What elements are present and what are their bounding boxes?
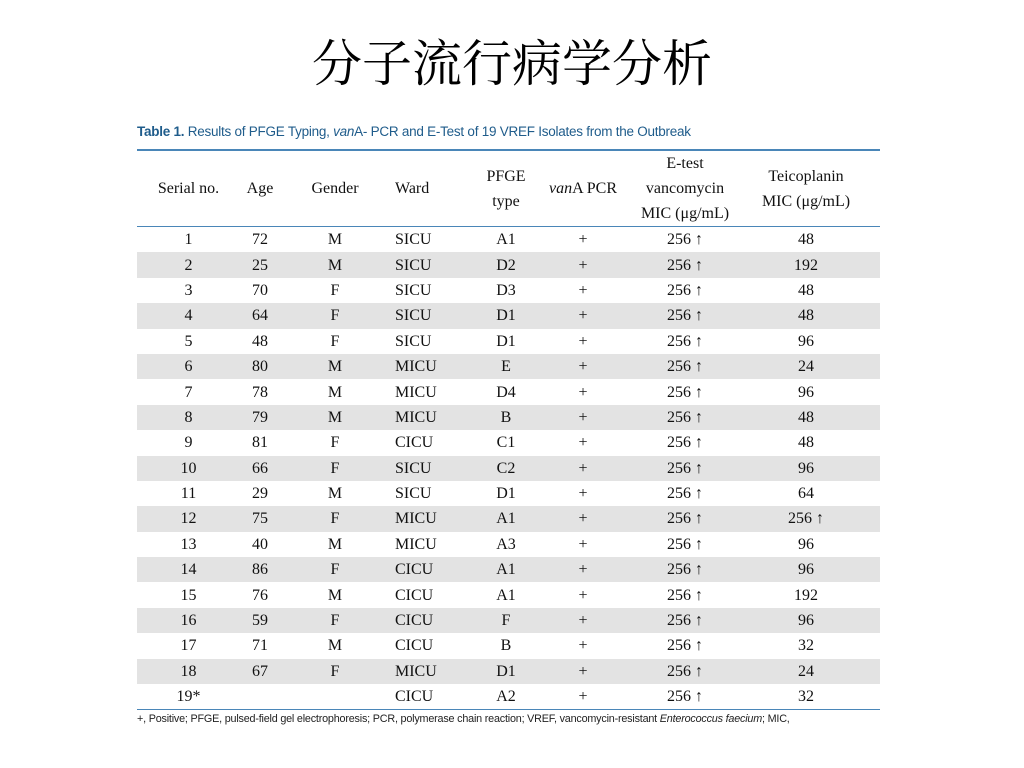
table-row xyxy=(137,405,880,430)
footnote-text-after: ; MIC, xyxy=(762,713,790,725)
cell-ward: MICU xyxy=(395,383,437,401)
cell-pfge: D1 xyxy=(496,485,516,503)
cell-serial: 14 xyxy=(137,557,240,582)
table-row xyxy=(137,227,880,253)
cell-serial: 1 xyxy=(184,231,193,249)
table-row xyxy=(137,354,880,379)
cell-serial: 12 xyxy=(137,506,240,531)
col-header-age: Age xyxy=(246,180,274,197)
cell-age: 80 xyxy=(240,354,280,379)
cell-etest: 256 ↑ xyxy=(667,383,703,401)
cell-teic: 32 xyxy=(798,688,814,706)
cell-ward: CICU xyxy=(395,637,434,655)
caption-label: Table 1. xyxy=(137,124,185,139)
slide-title: 分子流行病学分析 xyxy=(312,35,712,93)
cell-vana: + xyxy=(544,608,622,633)
cell-gender: M xyxy=(280,252,390,277)
cell-etest: 256 ↑ xyxy=(622,405,748,430)
cell-gender: M xyxy=(327,485,343,503)
cell-serial: 19* xyxy=(176,688,201,706)
cell-teic: 48 xyxy=(798,434,814,452)
cell-pfge: D4 xyxy=(496,383,516,401)
cell-teic: 96 xyxy=(748,456,880,481)
cell-age: 76 xyxy=(252,586,268,604)
cell-ward: SICU xyxy=(395,332,432,350)
cell-ward: SICU xyxy=(395,231,432,249)
cell-age: 75 xyxy=(240,506,280,531)
cell-gender: F xyxy=(330,434,340,452)
table-row xyxy=(137,303,880,328)
cell-etest: 256 ↑ xyxy=(667,434,703,452)
cell-pfge: D1 xyxy=(496,332,516,350)
table-row xyxy=(137,379,880,404)
cell-etest: 256 ↑ xyxy=(667,535,703,553)
cell-ward: MICU xyxy=(395,535,437,553)
cell-age: 64 xyxy=(240,303,280,328)
cell-age: 67 xyxy=(240,659,280,684)
cell-age: 25 xyxy=(240,252,280,277)
cell-gender: F xyxy=(280,506,390,531)
cell-vana: + xyxy=(578,586,588,604)
table-row xyxy=(137,608,880,633)
cell-etest: 256 ↑ xyxy=(622,303,748,328)
cell-etest: 256 ↑ xyxy=(622,354,748,379)
cell-vana: + xyxy=(578,688,588,706)
cell-pfge: A2 xyxy=(496,688,516,706)
cell-serial: 4 xyxy=(137,303,240,328)
cell-serial: 18 xyxy=(137,659,240,684)
cell-vana: + xyxy=(578,383,588,401)
results-table xyxy=(137,149,880,710)
cell-teic: 96 xyxy=(748,608,880,633)
cell-serial: 9 xyxy=(184,434,193,452)
cell-gender xyxy=(280,684,390,710)
cell-age xyxy=(240,684,280,710)
cell-vana: + xyxy=(578,434,588,452)
cell-etest: 256 ↑ xyxy=(667,637,703,655)
cell-etest: 256 ↑ xyxy=(667,281,703,299)
cell-age: 70 xyxy=(252,281,268,299)
cell-vana: + xyxy=(578,535,588,553)
cell-vana: + xyxy=(544,405,622,430)
cell-ward: CICU xyxy=(390,557,468,582)
caption-text-before: Results of PFGE Typing, xyxy=(184,124,334,139)
cell-age: 71 xyxy=(252,637,268,655)
cell-serial: 15 xyxy=(180,586,197,604)
cell-vana: + xyxy=(578,332,588,350)
cell-pfge: A3 xyxy=(496,535,516,553)
cell-pfge: D3 xyxy=(496,281,516,299)
cell-age: 29 xyxy=(252,485,268,503)
cell-ward: MICU xyxy=(390,659,468,684)
cell-ward: MICU xyxy=(390,506,468,531)
cell-age: 40 xyxy=(252,535,268,553)
caption-italic: van xyxy=(333,124,355,139)
cell-etest: 256 ↑ xyxy=(622,659,748,684)
cell-teic: 96 xyxy=(748,557,880,582)
cell-teic: 32 xyxy=(798,637,814,655)
cell-etest: 256 ↑ xyxy=(667,586,703,604)
cell-vana: + xyxy=(578,231,588,249)
cell-vana: + xyxy=(544,303,622,328)
cell-serial: 7 xyxy=(184,383,193,401)
caption-text-after: A- PCR and E-Test of 19 VREF Isolates from the Outbreak xyxy=(354,124,691,139)
cell-age: 48 xyxy=(252,332,268,350)
footnote-text-before: +, Positive; PFGE, pulsed-field gel electrophoresis; PCR, polymerase chain reaction; VREF, vancomycin-resistant xyxy=(137,713,660,725)
cell-etest: 256 ↑ xyxy=(667,688,703,706)
cell-age: 59 xyxy=(240,608,280,633)
cell-gender: F xyxy=(280,303,390,328)
cell-gender: M xyxy=(280,354,390,379)
cell-vana: + xyxy=(544,506,622,531)
cell-ward: SICU xyxy=(390,456,468,481)
cell-teic: 24 xyxy=(748,354,880,379)
cell-ward: CICU xyxy=(395,688,434,706)
table-row xyxy=(137,532,880,557)
cell-etest: 256 ↑ xyxy=(622,252,748,277)
cell-age: 78 xyxy=(252,383,268,401)
cell-serial: 8 xyxy=(137,405,240,430)
cell-gender: F xyxy=(280,456,390,481)
cell-vana: + xyxy=(544,456,622,481)
table-row xyxy=(137,633,880,658)
cell-age: 81 xyxy=(252,434,268,452)
cell-gender: M xyxy=(327,383,343,401)
cell-teic: 96 xyxy=(798,383,814,401)
cell-age: 66 xyxy=(240,456,280,481)
col-header-gender: Gender xyxy=(311,180,359,197)
cell-etest: 256 ↑ xyxy=(622,557,748,582)
cell-pfge: D1 xyxy=(468,659,544,684)
cell-etest: 256 ↑ xyxy=(622,608,748,633)
cell-teic: 96 xyxy=(798,332,814,350)
table-row xyxy=(137,557,880,582)
table-row xyxy=(137,456,880,481)
cell-ward: SICU xyxy=(395,485,432,503)
table-row xyxy=(137,582,880,607)
cell-ward: SICU xyxy=(390,252,468,277)
cell-serial: 10 xyxy=(137,456,240,481)
cell-teic: 96 xyxy=(798,535,814,553)
cell-ward: SICU xyxy=(390,303,468,328)
cell-etest: 256 ↑ xyxy=(622,506,748,531)
cell-gender: F xyxy=(280,659,390,684)
cell-teic: 192 xyxy=(748,252,880,277)
cell-serial: 13 xyxy=(180,535,197,553)
cell-serial: 5 xyxy=(184,332,193,350)
table-row xyxy=(137,278,880,303)
table-row xyxy=(137,252,880,277)
cell-gender: M xyxy=(327,231,343,249)
cell-etest: 256 ↑ xyxy=(622,456,748,481)
cell-age: 86 xyxy=(240,557,280,582)
cell-ward: MICU xyxy=(390,354,468,379)
cell-teic: 192 xyxy=(794,586,818,604)
cell-ward: SICU xyxy=(395,281,432,299)
table-row xyxy=(137,430,880,455)
table-body xyxy=(137,227,880,710)
cell-gender: M xyxy=(327,535,343,553)
cell-teic: 256 ↑ xyxy=(748,506,880,531)
cell-teic: 48 xyxy=(798,281,814,299)
cell-serial: 3 xyxy=(184,281,193,299)
cell-pfge: A1 xyxy=(468,506,544,531)
cell-vana: + xyxy=(544,252,622,277)
cell-pfge: A1 xyxy=(496,586,516,604)
cell-ward: CICU xyxy=(390,608,468,633)
cell-gender: F xyxy=(280,557,390,582)
cell-vana: + xyxy=(544,557,622,582)
cell-pfge: C2 xyxy=(468,456,544,481)
cell-pfge: E xyxy=(468,354,544,379)
cell-etest: 256 ↑ xyxy=(667,332,703,350)
cell-etest: 256 ↑ xyxy=(667,485,703,503)
cell-pfge: B xyxy=(468,405,544,430)
col-header-ward: Ward xyxy=(395,180,430,197)
table-footnote xyxy=(137,713,790,725)
col-header-pfge-type: PFGE type xyxy=(486,167,526,210)
table-row xyxy=(137,329,880,354)
cell-ward: CICU xyxy=(395,434,434,452)
col-header-teicoplanin-mic: Teicoplanin MIC (μg/mL) xyxy=(761,167,851,210)
cell-teic: 48 xyxy=(748,303,880,328)
cell-gender: M xyxy=(280,405,390,430)
cell-pfge: F xyxy=(468,608,544,633)
cell-gender: F xyxy=(280,608,390,633)
table-row xyxy=(137,506,880,531)
cell-pfge: D2 xyxy=(468,252,544,277)
table-caption xyxy=(137,124,691,139)
cell-teic: 48 xyxy=(798,231,814,249)
cell-pfge: A1 xyxy=(468,557,544,582)
cell-vana: + xyxy=(578,485,588,503)
cell-serial: 17 xyxy=(180,637,197,655)
col-header-vana-pcr: vanA PCR xyxy=(548,180,618,197)
col-header-etest-mic: E-test vancomycin MIC (μg/mL) xyxy=(640,155,730,222)
cell-pfge: B xyxy=(500,637,512,655)
cell-serial: 16 xyxy=(137,608,240,633)
cell-ward: MICU xyxy=(390,405,468,430)
cell-teic: 48 xyxy=(748,405,880,430)
cell-age: 79 xyxy=(240,405,280,430)
cell-vana: + xyxy=(544,659,622,684)
cell-etest: 256 ↑ xyxy=(667,231,703,249)
footnote-italic: Enterococcus faecium xyxy=(659,713,762,725)
cell-serial: 6 xyxy=(137,354,240,379)
cell-gender: M xyxy=(327,586,343,604)
table-row xyxy=(137,684,880,710)
table-row xyxy=(137,659,880,684)
cell-pfge: A1 xyxy=(496,231,516,249)
cell-gender: F xyxy=(330,332,340,350)
cell-serial: 2 xyxy=(137,252,240,277)
table-row xyxy=(137,481,880,506)
cell-teic: 24 xyxy=(748,659,880,684)
table-header-row xyxy=(137,150,880,227)
cell-vana: + xyxy=(578,281,588,299)
cell-vana: + xyxy=(544,354,622,379)
cell-gender: F xyxy=(330,281,340,299)
cell-vana: + xyxy=(578,637,588,655)
cell-gender: M xyxy=(327,637,343,655)
col-header-serial: Serial no. xyxy=(157,180,220,197)
cell-pfge: C1 xyxy=(496,434,516,452)
cell-ward: CICU xyxy=(395,586,434,604)
cell-pfge: D1 xyxy=(468,303,544,328)
cell-teic: 64 xyxy=(798,485,814,503)
cell-age: 72 xyxy=(252,231,268,249)
cell-serial: 11 xyxy=(180,485,197,503)
